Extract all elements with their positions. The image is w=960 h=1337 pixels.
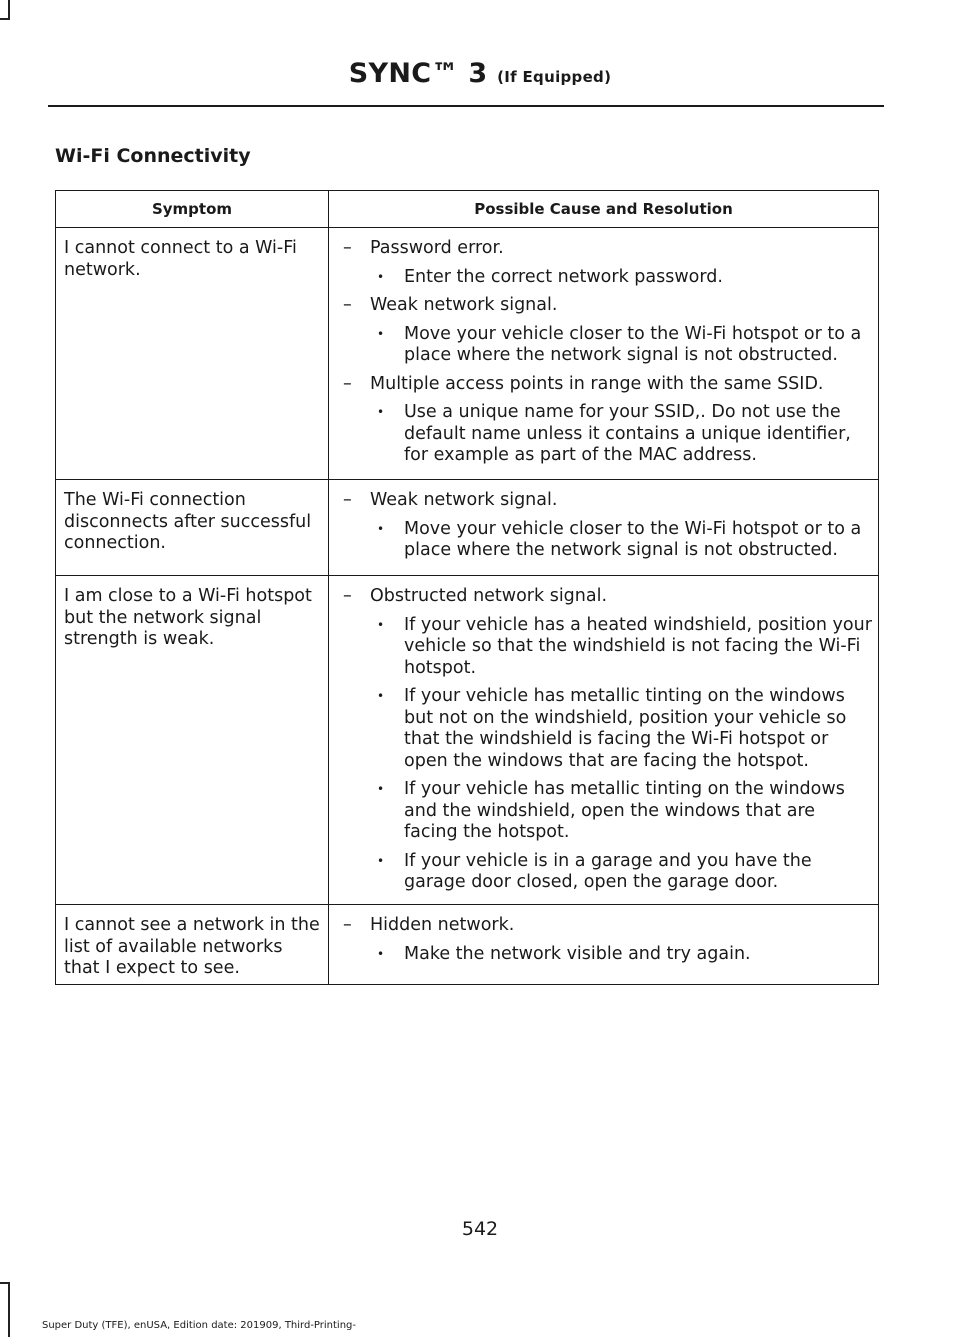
resolution-list <box>343 615 872 894</box>
resolution-item: • If your vehicle is in a garage and you have the garage door closed, open the garage door. <box>404 851 872 894</box>
crop-mark-top-left <box>8 0 10 20</box>
resolution-cell <box>329 480 879 576</box>
cause-item: – Password error. <box>343 238 872 260</box>
resolution-item: • Move your vehicle closer to the Wi-Fi hotspot or to a place where the network signal is not obstructed. <box>404 519 872 562</box>
resolution-list <box>343 519 872 562</box>
resolution-list <box>343 944 872 966</box>
symptom-cell: I cannot connect to a Wi-Fi network. <box>56 228 329 480</box>
troubleshooting-table <box>55 190 879 985</box>
chapter-subtitle: (If Equipped) <box>497 68 612 86</box>
column-header-symptom: Symptom <box>56 191 329 228</box>
resolution-list <box>343 324 872 367</box>
resolution-item: • If your vehicle has a heated windshield, position your vehicle so that the windshield is not facing the Wi-Fi hotspot. <box>404 615 872 680</box>
page-number: 542 <box>461 1218 499 1240</box>
cause-item: – Weak network signal. <box>343 295 872 317</box>
table-header-row <box>56 191 879 228</box>
crop-mark-top-left-horizontal <box>0 18 10 20</box>
resolution-item: • Enter the correct network password. <box>404 267 872 289</box>
footer-edition-info: Super Duty (TFE), enUSA, Edition date: 201909, Third-Printing- <box>42 1320 357 1331</box>
resolution-item: • If your vehicle has metallic tinting on the windows and the windshield, open the windows that are facing the hotspot. <box>404 779 872 844</box>
resolution-cell <box>329 576 879 905</box>
crop-mark-bottom-left-horizontal <box>0 1282 10 1284</box>
resolution-list <box>343 267 872 289</box>
table-row <box>56 576 879 905</box>
table-row <box>56 480 879 576</box>
crop-mark-bottom-left <box>8 1282 10 1337</box>
resolution-cell <box>329 905 879 985</box>
resolution-cell <box>329 228 879 480</box>
table-body <box>56 228 879 985</box>
cause-item: – Obstructed network signal. <box>343 586 872 608</box>
symptom-cell: I cannot see a network in the list of available networks that I expect to see. <box>56 905 329 985</box>
column-header-resolution: Possible Cause and Resolution <box>329 191 879 228</box>
chapter-header <box>0 58 960 89</box>
cause-item: – Multiple access points in range with the same SSID. <box>343 374 872 396</box>
symptom-cell: I am close to a Wi-Fi hotspot but the network signal strength is weak. <box>56 576 329 905</box>
header-divider <box>48 105 884 107</box>
table-row <box>56 228 879 480</box>
table-row <box>56 905 879 985</box>
resolution-list <box>343 402 872 467</box>
symptom-cell: The Wi-Fi connection disconnects after successful connection. <box>56 480 329 576</box>
cause-item: – Weak network signal. <box>343 490 872 512</box>
resolution-item: • If your vehicle has metallic tinting on the windows but not on the windshield, position your vehicle so that the windshield is facing the Wi-Fi hotspot or open the windows that are facing the hotspot. <box>404 686 872 772</box>
chapter-title: SYNC™ 3 <box>348 58 488 89</box>
cause-item: – Hidden network. <box>343 915 872 937</box>
section-title: Wi-Fi Connectivity <box>55 145 251 167</box>
resolution-item: • Make the network visible and try again. <box>404 944 872 966</box>
resolution-item: • Use a unique name for your SSID,. Do not use the default name unless it contains a unique identifier, for example as part of the MAC address. <box>404 402 872 467</box>
resolution-item: • Move your vehicle closer to the Wi-Fi hotspot or to a place where the network signal is not obstructed. <box>404 324 872 367</box>
